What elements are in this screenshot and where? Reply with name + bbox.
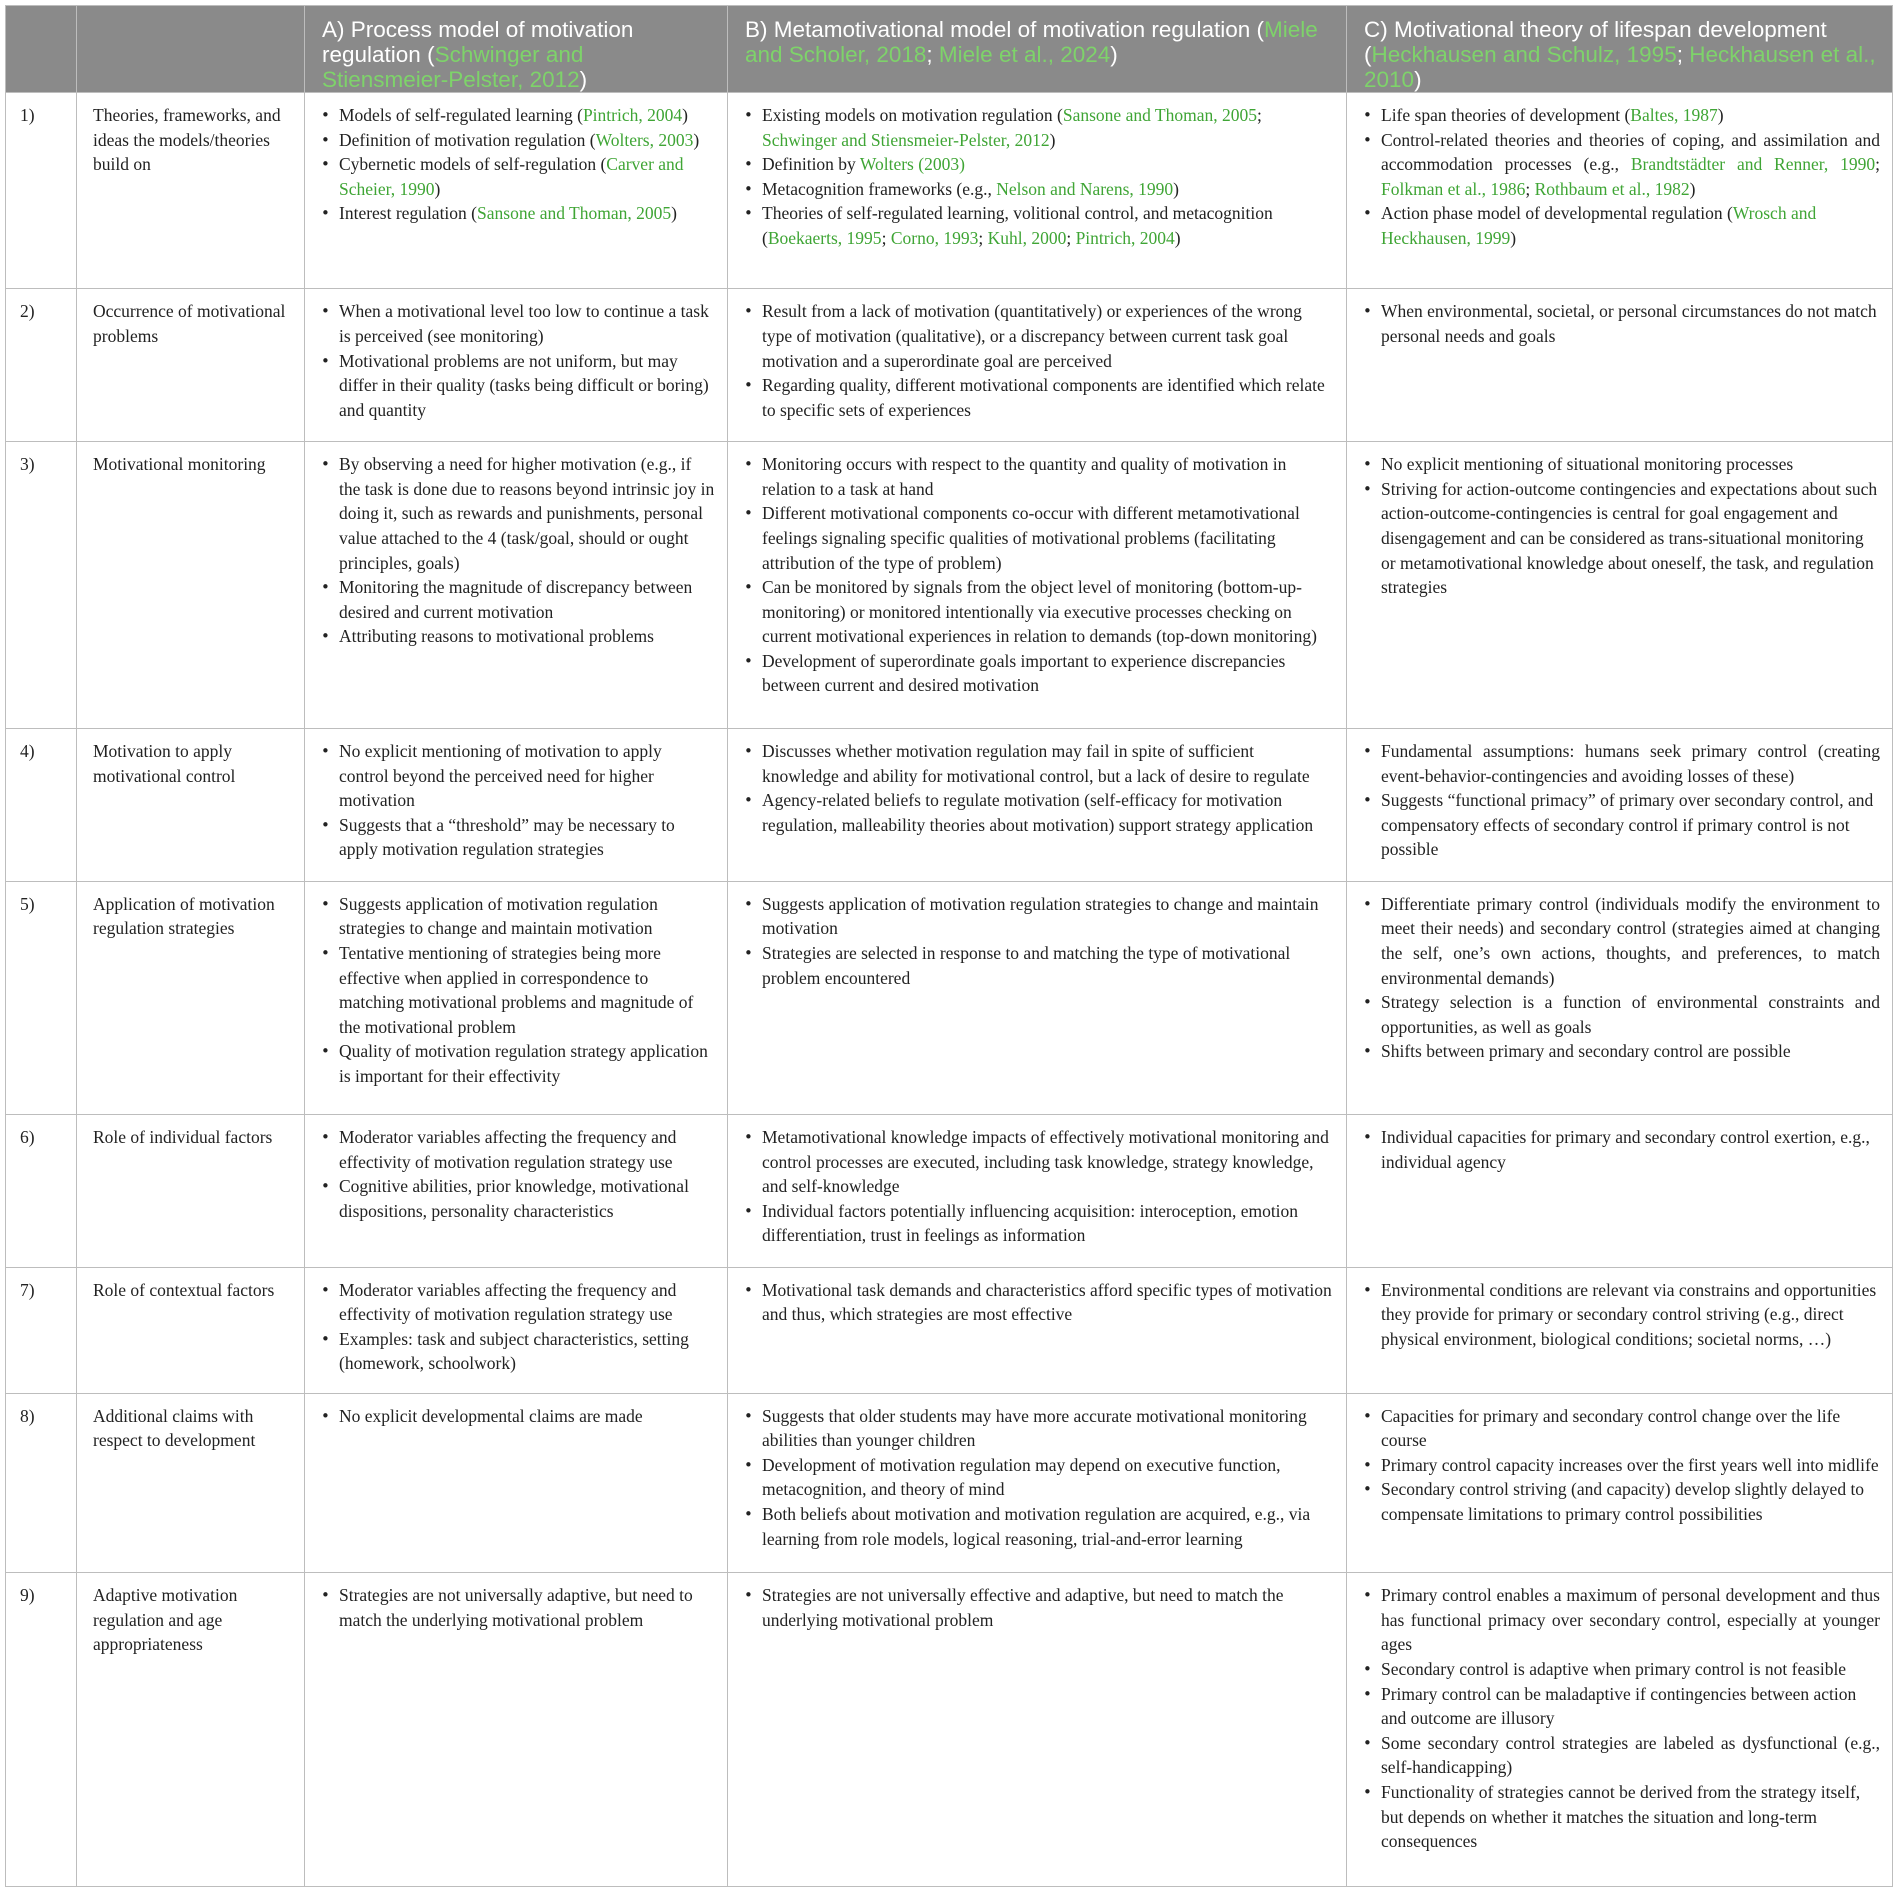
bullet-text: Strategies are selected in response to and matching the type of motivational problem encountered bbox=[762, 942, 1291, 988]
cell-model-b bbox=[728, 1393, 1347, 1573]
bullet-text: When a motivational level too low to continue a task is perceived (see monitoring) bbox=[339, 301, 709, 346]
bullet-item bbox=[762, 1502, 1334, 1551]
cell-model-a bbox=[305, 93, 728, 289]
row-topic-text: Adaptive motivation regulation and age appropriateness bbox=[93, 1585, 238, 1655]
bullet-text: Cognitive abilities, prior knowledge, motivational dispositions, personality characteristics bbox=[339, 1176, 689, 1221]
bullet-text: Attributing reasons to motivational problems bbox=[339, 626, 654, 647]
bullet-list bbox=[321, 1583, 715, 1632]
bullet-item bbox=[1381, 1657, 1880, 1682]
bullet-item bbox=[1381, 1780, 1880, 1854]
bullet-text: Shifts between primary and secondary control are possible bbox=[1381, 1041, 1791, 1062]
bullet-text: Interest regulation ( bbox=[339, 203, 478, 224]
bullet-text: Secondary control is adaptive when primary control is not feasible bbox=[1381, 1658, 1847, 1679]
citation-link: Sansone and Thoman, 2005 bbox=[1062, 105, 1257, 125]
citation-link: Nelson and Narens, 1990 bbox=[996, 178, 1174, 199]
bullet-text: Life span theories of development ( bbox=[1381, 105, 1631, 125]
table-row bbox=[6, 1114, 1893, 1267]
bullet-item bbox=[762, 1199, 1334, 1248]
bullet-item bbox=[339, 575, 715, 624]
bullet-item bbox=[339, 1174, 715, 1223]
bullet-list bbox=[744, 103, 1334, 251]
header-label: C) Motivational theory of lifespan development ( bbox=[1364, 17, 1827, 67]
cell-model-a bbox=[305, 1573, 728, 1887]
bullet-item bbox=[762, 201, 1334, 250]
citation-link: Folkman et al., 1986 bbox=[1381, 178, 1526, 199]
bullet-item bbox=[1381, 739, 1880, 788]
bullet-item bbox=[762, 1453, 1334, 1502]
bullet-item bbox=[339, 739, 715, 813]
row-topic bbox=[77, 881, 305, 1114]
table-row bbox=[6, 289, 1893, 442]
citation-link: Boekaerts, 1995 bbox=[767, 227, 882, 248]
row-topic-text: Role of contextual factors bbox=[93, 1279, 275, 1300]
bullet-text: Metamotivational knowledge impacts of effectively motivational monitoring and control processes are executed, including task knowledge, strategy knowledge, and self-knowledge bbox=[762, 1126, 1329, 1197]
bullet-item bbox=[339, 103, 715, 128]
bullet-item bbox=[762, 103, 1334, 152]
cell-model-b bbox=[728, 1573, 1347, 1887]
cell-model-a bbox=[305, 1393, 728, 1573]
bullet-item bbox=[339, 349, 715, 423]
row-topic bbox=[77, 442, 305, 729]
cell-model-b bbox=[728, 93, 1347, 289]
bullet-text: ; bbox=[1525, 178, 1535, 199]
bullet-list bbox=[321, 452, 715, 649]
bullet-text: Monitoring the magnitude of discrepancy between desired and current motivation bbox=[339, 577, 693, 622]
bullet-list bbox=[744, 739, 1334, 837]
bullet-list bbox=[1363, 299, 1880, 348]
bullet-item bbox=[339, 1404, 715, 1429]
bullet-list bbox=[744, 1278, 1334, 1327]
header-close: ) bbox=[1414, 67, 1422, 92]
bullet-list bbox=[321, 892, 715, 1089]
row-number bbox=[6, 1267, 77, 1393]
row-topic bbox=[77, 1393, 305, 1573]
bullet-text: Definition by bbox=[762, 154, 860, 175]
bullet-item bbox=[1381, 299, 1880, 348]
bullet-item bbox=[339, 128, 715, 153]
bullet-text: ) bbox=[1689, 178, 1696, 199]
bullet-text: Striving for action-outcome contingencies and expectations about such action-outcome-contingencies is central for goal engagement and disengagement and can be considered as trans-situational monitoring or metamotivational knowledge about oneself, the task, and regulation strategies bbox=[1381, 478, 1878, 598]
bullet-item bbox=[1381, 1731, 1880, 1780]
bullet-item bbox=[1381, 201, 1880, 250]
citation-link: Pintrich, 2004 bbox=[1075, 227, 1175, 248]
bullet-item bbox=[1381, 128, 1880, 202]
bullet-text: ) bbox=[693, 129, 700, 150]
bullet-item bbox=[339, 299, 715, 348]
bullet-text: Motivational task demands and characteristics afford specific types of motivation and thus, which strategies are most effective bbox=[762, 1279, 1332, 1325]
cell-model-c bbox=[1347, 729, 1893, 882]
bullet-text: Strategies are not universally adaptive, but need to match the underlying motivational problem bbox=[339, 1585, 693, 1630]
header-close: ) bbox=[1110, 42, 1118, 67]
bullet-text: ) bbox=[671, 203, 677, 224]
bullet-text: Strategy selection is a function of environmental constraints and opportunities, as well as goals bbox=[1381, 992, 1880, 1037]
row-topic-text: Application of motivation regulation strategies bbox=[93, 893, 275, 939]
bullet-list bbox=[744, 1404, 1334, 1552]
citation-link: Brandtstädter and Renner, 1990 bbox=[1630, 154, 1876, 175]
bullet-item bbox=[762, 177, 1334, 202]
cell-model-b bbox=[728, 729, 1347, 882]
comparison-table bbox=[5, 5, 1893, 1887]
citation-link: Carver and Scheier, 1990 bbox=[339, 154, 684, 199]
bullet-text: Individual capacities for primary and secondary control exertion, e.g., individual agency bbox=[1381, 1126, 1870, 1172]
bullet-text: Development of motivation regulation may depend on executive function, metacognition, and theory of mind bbox=[762, 1454, 1281, 1500]
bullet-text: By observing a need for higher motivation (e.g., if the task is done due to reasons beyond intrinsic joy in doing it, such as rewards and punishments, personal value attached to the 4 (task/goal, should or ought principles, goals) bbox=[339, 454, 715, 573]
header-blank-topic bbox=[77, 6, 305, 93]
cell-model-a bbox=[305, 1267, 728, 1393]
bullet-item bbox=[339, 1327, 715, 1376]
row-number-text: 9) bbox=[20, 1585, 35, 1606]
bullet-item bbox=[1381, 452, 1880, 477]
bullet-text: Motivational problems are not uniform, but may differ in their quality (tasks being difficult or boring) and quantity bbox=[339, 350, 709, 420]
bullet-item bbox=[762, 649, 1334, 698]
bullet-text: Capacities for primary and secondary control change over the life course bbox=[1381, 1405, 1841, 1451]
bullet-item bbox=[339, 152, 715, 201]
header-blank-num bbox=[6, 6, 77, 93]
bullet-item bbox=[762, 739, 1334, 788]
citation-link: Heckhausen and Schulz, 1995 bbox=[1371, 42, 1677, 67]
cell-model-b bbox=[728, 289, 1347, 442]
row-number bbox=[6, 1393, 77, 1573]
bullet-text: Primary control capacity increases over the first years well into midlife bbox=[1381, 1454, 1879, 1475]
bullet-text: ) bbox=[434, 178, 441, 199]
bullet-item bbox=[762, 1583, 1334, 1632]
bullet-list bbox=[1363, 1278, 1880, 1352]
row-topic-text: Motivation to apply motivational control bbox=[93, 741, 236, 786]
bullet-item bbox=[339, 1039, 715, 1088]
row-topic bbox=[77, 1114, 305, 1267]
table-body bbox=[6, 93, 1893, 1887]
citation-link: Schwinger and Stiensmeier-Pelster, 2012 bbox=[762, 129, 1050, 150]
bullet-text: Tentative mentioning of strategies being more effective when applied in correspondence to matching motivational problems and magnitude of the motivational problem bbox=[339, 942, 694, 1037]
cell-model-c bbox=[1347, 1114, 1893, 1267]
cell-model-b bbox=[728, 1114, 1347, 1267]
bullet-item bbox=[1381, 892, 1880, 990]
row-topic-text: Theories, frameworks, and ideas the models/theories build on bbox=[93, 105, 281, 175]
cell-model-c bbox=[1347, 1267, 1893, 1393]
bullet-text: When environmental, societal, or personal circumstances do not match personal needs and goals bbox=[1381, 301, 1877, 346]
bullet-item bbox=[339, 452, 715, 575]
row-number bbox=[6, 93, 77, 289]
bullet-item bbox=[339, 1583, 715, 1632]
bullet-text: Primary control enables a maximum of personal development and thus has functional primacy over secondary control, especially at younger ages bbox=[1381, 1585, 1880, 1655]
cell-model-a bbox=[305, 289, 728, 442]
bullet-text: Theories of self-regulated learning, volitional control, and metacognition ( bbox=[762, 203, 1273, 248]
bullet-text: Models of self-regulated learning ( bbox=[339, 105, 583, 125]
table-row bbox=[6, 442, 1893, 729]
bullet-item bbox=[762, 299, 1334, 373]
cell-model-a bbox=[305, 729, 728, 882]
bullet-list bbox=[1363, 739, 1880, 862]
bullet-item bbox=[762, 452, 1334, 501]
row-number bbox=[6, 442, 77, 729]
bullet-list bbox=[1363, 1404, 1880, 1527]
citation-link: Heckhausen et al., 2010 bbox=[1364, 42, 1876, 92]
citation-link: Wolters, 2003 bbox=[595, 129, 694, 150]
row-number bbox=[6, 1114, 77, 1267]
bullet-list bbox=[744, 1583, 1334, 1632]
bullet-text: ) bbox=[1510, 227, 1517, 248]
bullet-text: ; bbox=[1875, 154, 1880, 175]
bullet-item bbox=[1381, 1453, 1880, 1478]
bullet-list bbox=[321, 1404, 715, 1429]
bullet-list bbox=[321, 1125, 715, 1223]
row-number-text: 1) bbox=[20, 105, 35, 125]
bullet-item bbox=[762, 373, 1334, 422]
bullet-text: Suggests that older students may have more accurate motivational monitoring abilities than younger children bbox=[762, 1405, 1307, 1451]
bullet-item bbox=[339, 1278, 715, 1327]
bullet-item bbox=[1381, 1477, 1880, 1526]
bullet-text: ; bbox=[881, 227, 891, 248]
bullet-text: Can be monitored by signals from the object level of monitoring (bottom-up-monitoring) or monitored intentionally via executive processes checking on current motivational experiences in relation to demands (top-down monitoring) bbox=[762, 577, 1317, 647]
cell-model-c bbox=[1347, 1393, 1893, 1573]
bullet-text: Regarding quality, different motivational components are identified which relate to specific sets of experiences bbox=[762, 375, 1325, 420]
bullet-text: Differentiate primary control (individuals modify the environment to meet their needs) and secondary control (strategies aimed at changing the self, one’s own actions, thoughts, and preferences, to match environmental demands) bbox=[1381, 893, 1880, 988]
bullet-item bbox=[339, 1125, 715, 1174]
header-row bbox=[6, 6, 1893, 93]
header-model-c: C) Motivational theory of lifespan development (Heckhausen and Schulz, 1995; Heckhausen et al., 2010) bbox=[1347, 6, 1893, 93]
bullet-text: Definition of motivation regulation ( bbox=[339, 129, 596, 150]
bullet-item bbox=[762, 941, 1334, 990]
bullet-list bbox=[321, 1278, 715, 1376]
bullet-item bbox=[762, 788, 1334, 837]
bullet-item bbox=[1381, 1125, 1880, 1174]
citation-link: Schwinger and Stiensmeier-Pelster, 2012 bbox=[322, 42, 584, 92]
bullet-item bbox=[1381, 990, 1880, 1039]
bullet-list bbox=[744, 452, 1334, 698]
bullet-text: Result from a lack of motivation (quantitatively) or experiences of the wrong type of motivation (qualitative), or a discrepancy between current task goal motivation and a superordinate goal are perceived bbox=[762, 301, 1302, 371]
bullet-item bbox=[339, 892, 715, 941]
bullet-text: ; bbox=[1066, 227, 1076, 248]
bullet-text: Cybernetic models of self-regulation ( bbox=[339, 154, 607, 175]
bullet-item bbox=[762, 892, 1334, 941]
bullet-text: Suggests application of motivation regulation strategies to change and maintain motivation bbox=[339, 893, 658, 939]
bullet-text: Metacognition frameworks (e.g., bbox=[762, 178, 997, 199]
bullet-item bbox=[762, 501, 1334, 575]
bullet-text: Suggests application of motivation regulation strategies to change and maintain motivation bbox=[762, 893, 1319, 939]
bullet-text: Fundamental assumptions: humans seek primary control (creating event-behavior-contingencies and avoiding losses of these) bbox=[1381, 741, 1880, 786]
citation-link: Rothbaum et al., 1982 bbox=[1534, 178, 1690, 199]
bullet-text: Suggests “functional primacy” of primary over secondary control, and compensatory effects of secondary control if primary control is not possible bbox=[1381, 790, 1874, 860]
bullet-text: Action phase model of developmental regulation ( bbox=[1381, 203, 1733, 224]
bullet-text: ) bbox=[1717, 105, 1724, 125]
table-row bbox=[6, 1573, 1893, 1887]
row-number bbox=[6, 881, 77, 1114]
row-topic bbox=[77, 289, 305, 442]
bullet-list bbox=[1363, 1583, 1880, 1854]
bullet-item bbox=[339, 941, 715, 1039]
cell-model-a bbox=[305, 1114, 728, 1267]
bullet-list bbox=[744, 1125, 1334, 1248]
table-row bbox=[6, 93, 1893, 289]
bullet-text: Existing models on motivation regulation ( bbox=[762, 105, 1063, 125]
citation-link: Wolters (2003) bbox=[859, 154, 965, 175]
row-number bbox=[6, 1573, 77, 1887]
table-row bbox=[6, 1267, 1893, 1393]
bullet-item bbox=[339, 201, 715, 226]
bullet-text: ) bbox=[1174, 227, 1181, 248]
bullet-list bbox=[1363, 892, 1880, 1064]
row-number-text: 6) bbox=[20, 1126, 35, 1147]
cell-model-c bbox=[1347, 289, 1893, 442]
bullet-text: Secondary control striving (and capacity) develop slightly delayed to compensate limitations to primary control possibilities bbox=[1381, 1479, 1865, 1524]
bullet-text: ; bbox=[978, 227, 988, 248]
header-close: ) bbox=[579, 67, 588, 92]
bullet-text: Different motivational components co-occur with different metamotivational feelings signaling specific qualities of motivational problems (facilitating attribution of the type of problem) bbox=[762, 503, 1300, 573]
row-number bbox=[6, 289, 77, 442]
bullet-item bbox=[762, 152, 1334, 177]
bullet-text: ) bbox=[1173, 178, 1179, 199]
bullet-list bbox=[321, 299, 715, 422]
bullet-item bbox=[1381, 1682, 1880, 1731]
cell-model-c bbox=[1347, 442, 1893, 729]
bullet-item bbox=[762, 1404, 1334, 1453]
bullet-text: No explicit mentioning of situational monitoring processes bbox=[1381, 454, 1794, 475]
citation-link: Baltes, 1987 bbox=[1630, 105, 1718, 125]
bullet-item bbox=[762, 575, 1334, 649]
cell-model-b bbox=[728, 1267, 1347, 1393]
bullet-text: Examples: task and subject characteristics, setting (homework, schoolwork) bbox=[339, 1328, 689, 1374]
bullet-text: Agency-related beliefs to regulate motivation (self-efficacy for motivation regulation, malleability theories about motivation) support strategy application bbox=[762, 790, 1314, 835]
row-number bbox=[6, 729, 77, 882]
row-topic-text: Role of individual factors bbox=[93, 1126, 273, 1147]
bullet-item bbox=[1381, 1404, 1880, 1453]
header-model-a bbox=[305, 6, 728, 93]
cell-model-c bbox=[1347, 881, 1893, 1114]
row-topic bbox=[77, 1267, 305, 1393]
bullet-text: Environmental conditions are relevant via constrains and opportunities they provide for primary or secondary control striving (e.g., direct physical environment, biological conditions; societal norms, …) bbox=[1381, 1279, 1877, 1349]
bullet-item bbox=[762, 1278, 1334, 1327]
citation-link: Kuhl, 2000 bbox=[987, 227, 1067, 248]
row-number-text: 5) bbox=[20, 893, 35, 914]
bullet-text: No explicit mentioning of motivation to apply control beyond the perceived need for higher motivation bbox=[339, 741, 662, 811]
row-topic bbox=[77, 93, 305, 289]
bullet-list bbox=[744, 892, 1334, 990]
row-number-text: 8) bbox=[20, 1405, 35, 1426]
bullet-text: Suggests that a “threshold” may be necessary to apply motivation regulation strategies bbox=[339, 814, 675, 860]
bullet-list bbox=[321, 103, 715, 226]
cell-model-b bbox=[728, 881, 1347, 1114]
bullet-text: ) bbox=[1049, 129, 1056, 150]
bullet-text: Quality of motivation regulation strategy application is important for their effectivity bbox=[339, 1041, 708, 1086]
citation-link: Miele and Scholer, 2018 bbox=[745, 17, 1318, 67]
row-number-text: 4) bbox=[20, 741, 35, 762]
citation-link: Sansone and Thoman, 2005 bbox=[477, 203, 672, 224]
row-topic-text: Additional claims with respect to development bbox=[93, 1405, 256, 1451]
bullet-text: Some secondary control strategies are labeled as dysfunctional (e.g., self-handicapping) bbox=[1381, 1732, 1880, 1778]
bullet-item bbox=[1381, 788, 1880, 862]
header-model-b: B) Metamotivational model of motivation regulation (Miele and Scholer, 2018; Miele et al., 2024) bbox=[728, 6, 1347, 93]
bullet-text: Functionality of strategies cannot be derived from the strategy itself, but depends on whether it matches the situation and long-term consequences bbox=[1381, 1781, 1861, 1852]
row-number-text: 7) bbox=[20, 1279, 35, 1300]
row-topic bbox=[77, 729, 305, 882]
bullet-item bbox=[339, 813, 715, 862]
bullet-list bbox=[1363, 452, 1880, 600]
bullet-text: Moderator variables affecting the frequency and effectivity of motivation regulation strategy use bbox=[339, 1126, 677, 1172]
table-row bbox=[6, 729, 1893, 882]
row-topic bbox=[77, 1573, 305, 1887]
bullet-text: Monitoring occurs with respect to the quantity and quality of motivation in relation to a task at hand bbox=[762, 454, 1287, 499]
cell-model-a bbox=[305, 881, 728, 1114]
bullet-item bbox=[339, 624, 715, 649]
bullet-text: Control-related theories and theories of coping, and assimilation and accommodation processes (e.g., bbox=[1381, 129, 1880, 175]
row-number-text: 3) bbox=[20, 454, 35, 475]
bullet-item bbox=[1381, 1583, 1880, 1657]
header-label: B) Metamotivational model of motivation regulation ( bbox=[745, 17, 1264, 42]
table-row bbox=[6, 1393, 1893, 1573]
bullet-text: Development of superordinate goals important to experience discrepancies between current and desired motivation bbox=[762, 650, 1286, 696]
header-label: A) Process model of motivation regulation ( bbox=[322, 17, 634, 67]
row-topic-text: Occurrence of motivational problems bbox=[93, 301, 286, 346]
citation-link: Wrosch and Heckhausen, 1999 bbox=[1381, 203, 1817, 248]
bullet-text: Moderator variables affecting the frequency and effectivity of motivation regulation strategy use bbox=[339, 1279, 677, 1325]
bullet-text: Discusses whether motivation regulation may fail in spite of sufficient knowledge and ability for motivational control, but a lack of desire to regulate bbox=[762, 741, 1310, 786]
bullet-list bbox=[1363, 103, 1880, 251]
bullet-text: ) bbox=[682, 105, 688, 125]
bullet-item bbox=[1381, 1039, 1880, 1064]
citation-link: Miele et al., 2024 bbox=[938, 42, 1111, 67]
bullet-list bbox=[1363, 1125, 1880, 1174]
cell-model-a bbox=[305, 442, 728, 729]
bullet-text: Strategies are not universally effective and adaptive, but need to match the underlying motivational problem bbox=[762, 1585, 1284, 1630]
row-topic-text: Motivational monitoring bbox=[93, 454, 266, 475]
bullet-text: Primary control can be maladaptive if contingencies between action and outcome are illusory bbox=[1381, 1683, 1857, 1729]
bullet-item bbox=[1381, 103, 1880, 128]
citation-link: Corno, 1993 bbox=[890, 227, 979, 248]
bullet-item bbox=[762, 1125, 1334, 1199]
bullet-item bbox=[1381, 477, 1880, 600]
table-row bbox=[6, 881, 1893, 1114]
cell-model-c bbox=[1347, 1573, 1893, 1887]
bullet-item bbox=[1381, 1278, 1880, 1352]
bullet-list bbox=[744, 299, 1334, 422]
bullet-text: Both beliefs about motivation and motivation regulation are acquired, e.g., via learning from role models, logical reasoning, trial-and-error learning bbox=[762, 1503, 1311, 1549]
bullet-text: ; bbox=[1256, 105, 1262, 125]
row-number-text: 2) bbox=[20, 301, 35, 322]
cell-model-c bbox=[1347, 93, 1893, 289]
bullet-list bbox=[321, 739, 715, 862]
bullet-text: Individual factors potentially influencing acquisition: interoception, emotion differentiation, trust in feelings as information bbox=[762, 1200, 1299, 1246]
cell-model-b bbox=[728, 442, 1347, 729]
citation-link: Pintrich, 2004 bbox=[582, 105, 683, 125]
bullet-text: No explicit developmental claims are made bbox=[339, 1405, 643, 1426]
